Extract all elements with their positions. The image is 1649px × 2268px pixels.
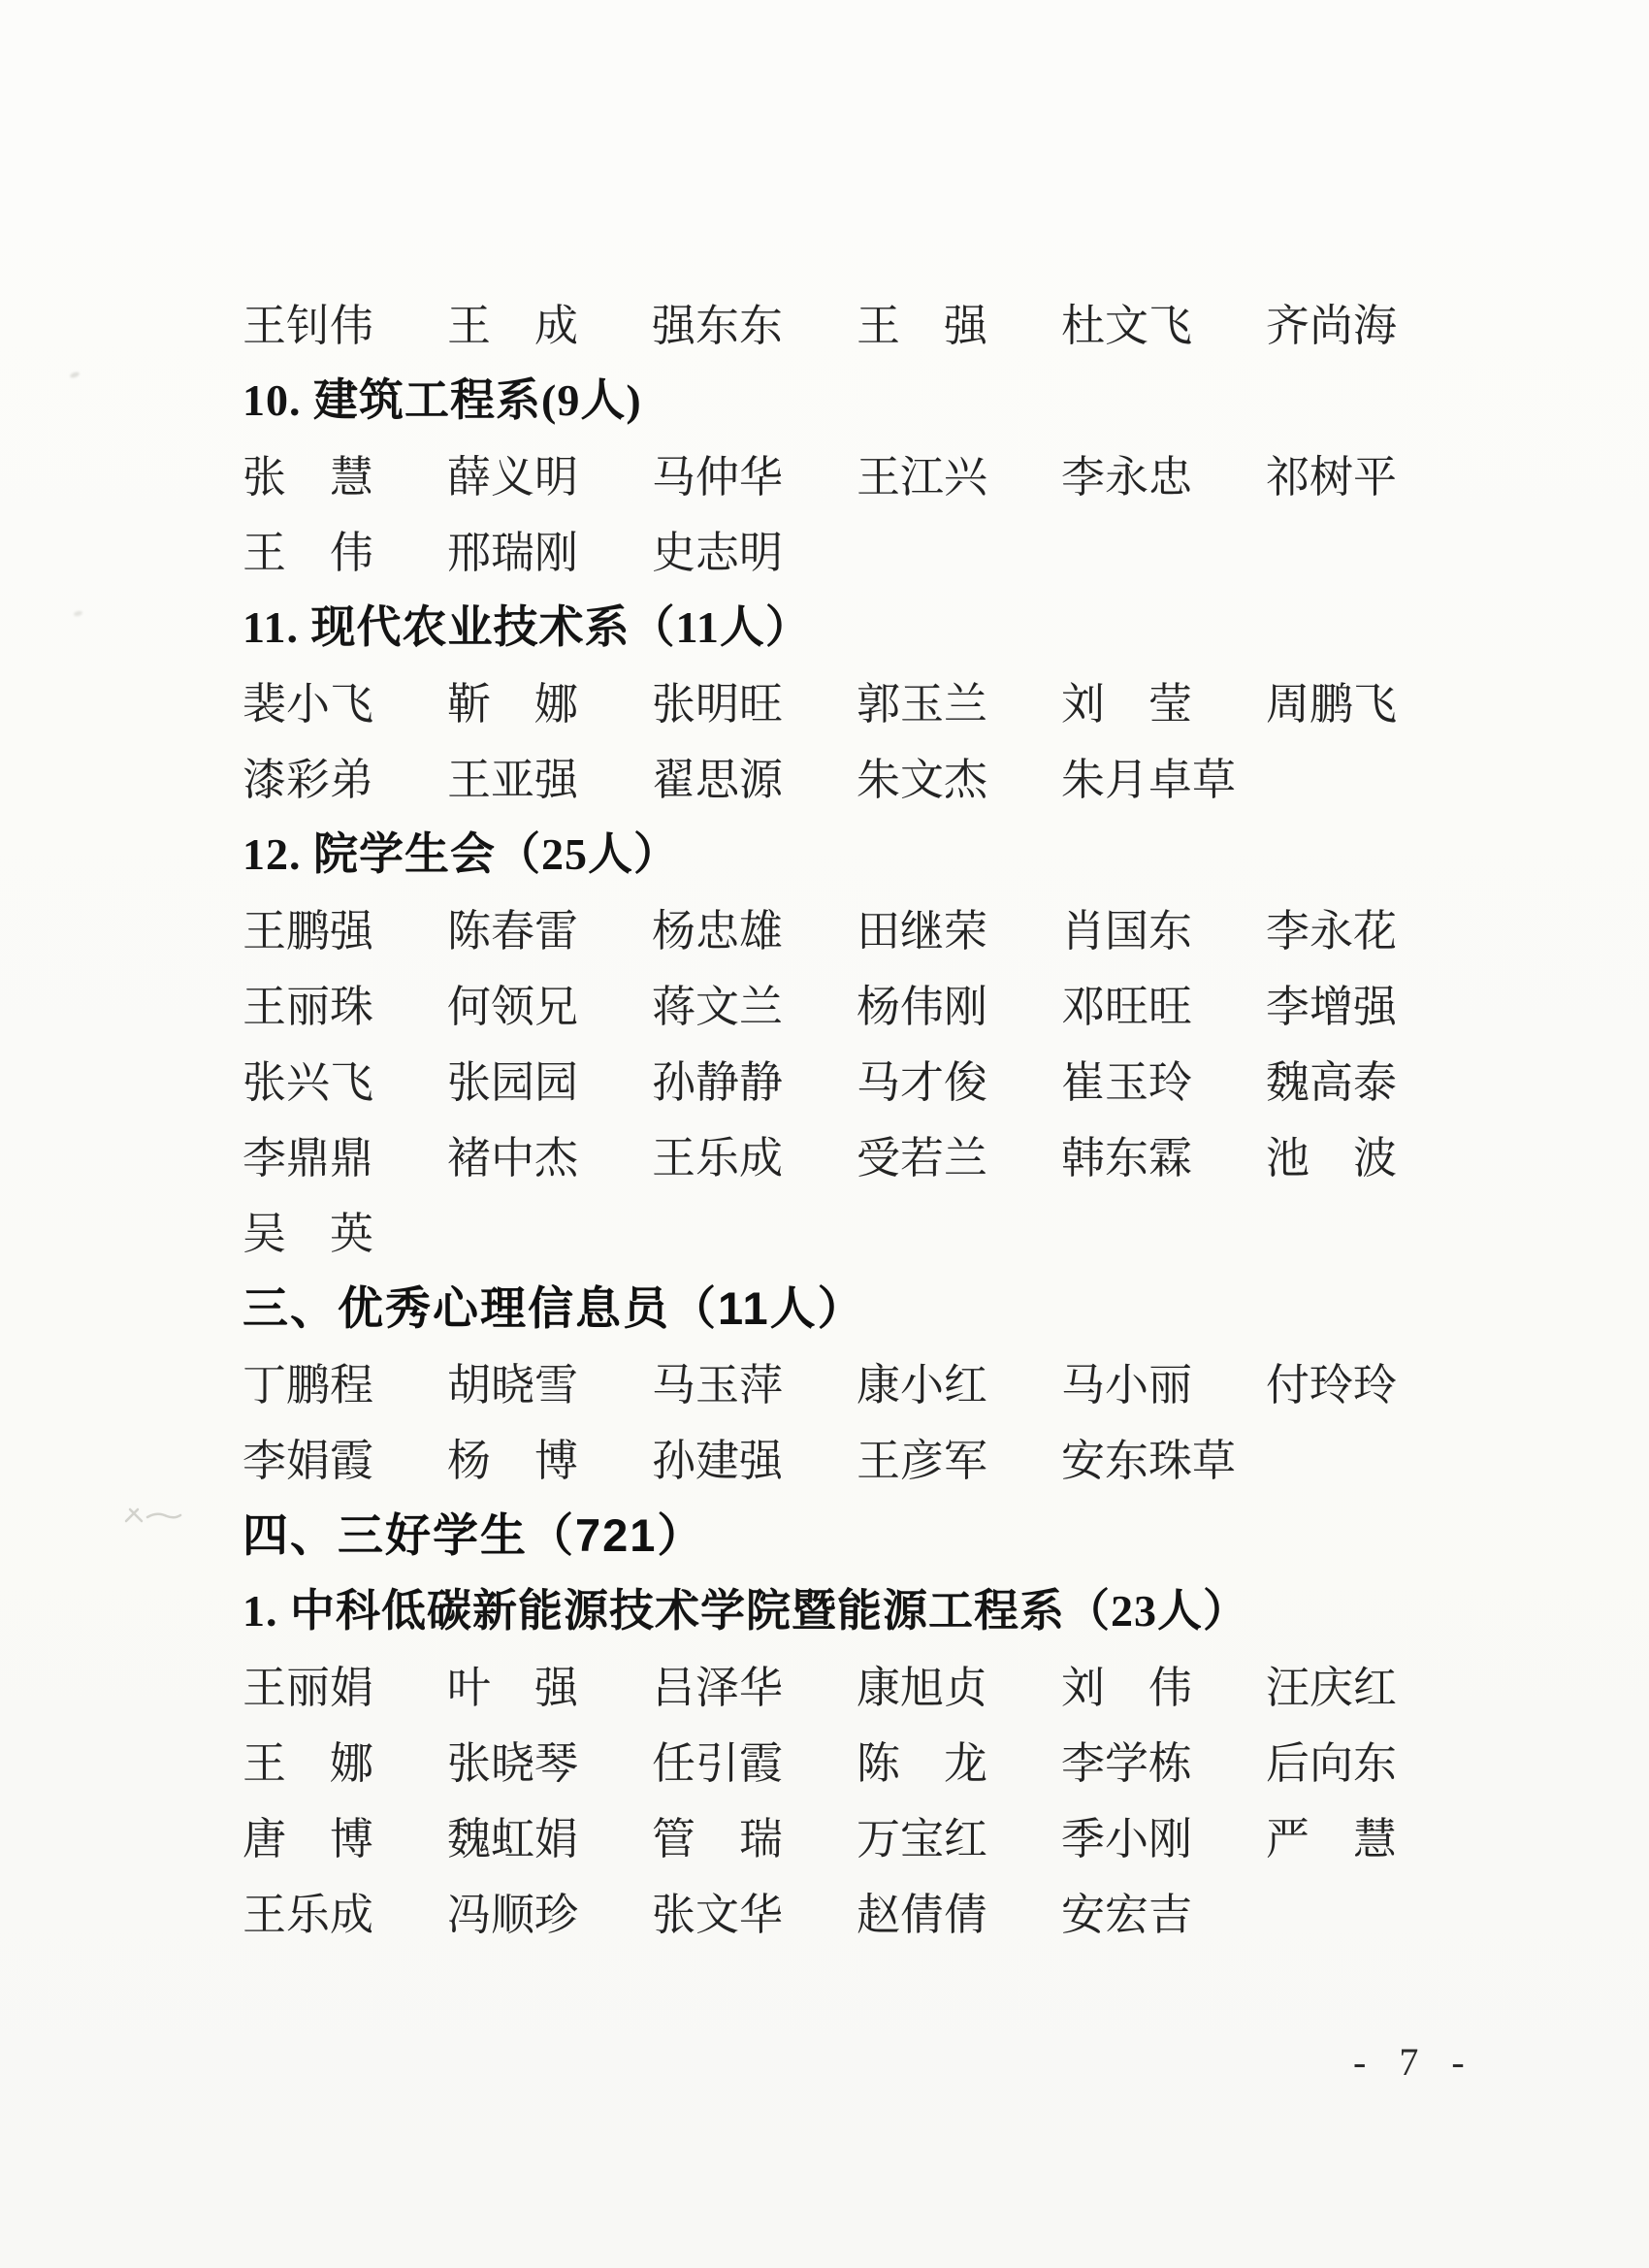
person-name: 汪庆红 — [1266, 1663, 1398, 1712]
person-name: 冯顺珍 — [447, 1890, 579, 1939]
name-row — [242, 889, 1533, 964]
person-name: 李娟霞 — [242, 1436, 374, 1485]
person-name: 靳 娜 — [447, 679, 579, 729]
person-name: 严 慧 — [1266, 1814, 1398, 1863]
subsection-heading: 12. 院学生会（25人） — [242, 829, 679, 879]
person-name: 邢瑞刚 — [447, 528, 579, 577]
person-name: 王江兴 — [857, 452, 988, 502]
name-row — [242, 283, 1533, 359]
person-name: 韩东霖 — [1061, 1133, 1193, 1183]
name-row — [242, 1040, 1533, 1116]
person-name: 胡晓雪 — [447, 1360, 579, 1409]
person-name: 张明旺 — [652, 679, 784, 729]
person-name: 强东东 — [652, 301, 784, 350]
name-row — [242, 1116, 1533, 1191]
person-name: 唐 博 — [242, 1814, 374, 1863]
person-name: 安宏吉 — [1061, 1890, 1193, 1939]
name-row — [242, 662, 1533, 737]
person-name: 史志明 — [652, 528, 784, 577]
person-name: 魏虹娟 — [447, 1814, 579, 1863]
page-number: - 7 - — [1353, 2040, 1476, 2084]
person-name: 吴 英 — [242, 1209, 374, 1258]
name-row — [242, 1797, 1533, 1872]
section-heading: 四、三好学生（721） — [242, 1508, 705, 1561]
person-name: 赵倩倩 — [857, 1890, 988, 1939]
person-name: 郭玉兰 — [857, 679, 988, 729]
person-name: 祁树平 — [1266, 452, 1398, 502]
person-name: 邓旺旺 — [1061, 982, 1193, 1031]
name-row — [242, 1721, 1533, 1797]
name-row — [242, 510, 1533, 586]
person-name: 王 娜 — [242, 1738, 374, 1788]
person-name: 漆彩弟 — [242, 755, 374, 804]
person-name: 张文华 — [652, 1890, 784, 1939]
person-name: 周鹏飞 — [1266, 679, 1398, 729]
person-name: 杨 博 — [447, 1436, 579, 1485]
name-row — [242, 435, 1533, 510]
name-row — [242, 1343, 1533, 1418]
person-name: 朱月卓草 — [1061, 755, 1237, 804]
person-name: 王亚强 — [447, 755, 579, 804]
person-name: 齐尚海 — [1266, 301, 1398, 350]
person-name: 康小红 — [857, 1360, 988, 1409]
person-name: 受若兰 — [857, 1133, 988, 1183]
person-name: 任引霞 — [652, 1738, 784, 1788]
person-name: 蒋文兰 — [652, 982, 784, 1031]
subsection-heading: 1. 中科低碳新能源技术学院暨能源工程系（23人） — [242, 1586, 1248, 1636]
person-name: 管 瑞 — [652, 1814, 784, 1863]
person-name: 陈 龙 — [857, 1738, 988, 1788]
scan-artifact-dot — [74, 610, 83, 617]
person-name: 李鼎鼎 — [242, 1133, 374, 1183]
person-name: 裴小飞 — [242, 679, 374, 729]
person-name: 王丽珠 — [242, 982, 374, 1031]
person-name: 张园园 — [447, 1057, 579, 1107]
person-name: 马仲华 — [652, 452, 784, 502]
person-name: 刘 伟 — [1061, 1663, 1193, 1712]
person-name: 李学栋 — [1061, 1738, 1193, 1788]
person-name: 马玉萍 — [652, 1360, 784, 1409]
person-name: 康旭贞 — [857, 1663, 988, 1712]
person-name: 安东珠草 — [1061, 1436, 1237, 1485]
person-name: 张 慧 — [242, 452, 374, 502]
person-name: 王 伟 — [242, 528, 374, 577]
person-name: 王丽娟 — [242, 1663, 374, 1712]
person-name: 马小丽 — [1061, 1360, 1193, 1409]
person-name: 孙建强 — [652, 1436, 784, 1485]
name-row — [242, 1191, 1533, 1267]
person-name: 马才俊 — [857, 1057, 988, 1107]
person-name: 李增强 — [1266, 982, 1398, 1031]
subsection-heading: 11. 现代农业技术系（11人） — [242, 602, 811, 652]
section-heading: 三、优秀心理信息员（11人） — [242, 1281, 865, 1334]
person-name: 朱文杰 — [857, 755, 988, 804]
person-name: 丁鹏程 — [242, 1360, 374, 1409]
person-name: 陈春雷 — [447, 906, 579, 956]
person-name: 王 强 — [857, 301, 988, 350]
person-name: 王 成 — [447, 301, 579, 350]
subsection-heading: 10. 建筑工程系(9人) — [242, 375, 642, 425]
name-row — [242, 1872, 1533, 1948]
person-name: 王乐成 — [652, 1133, 784, 1183]
person-name: 田继荣 — [857, 906, 988, 956]
person-name: 王彦军 — [857, 1436, 988, 1485]
person-name: 薛义明 — [447, 452, 579, 502]
person-name: 王钊伟 — [242, 301, 374, 350]
name-row — [242, 1645, 1533, 1721]
person-name: 杜文飞 — [1061, 301, 1193, 350]
scan-artifact-dot — [69, 371, 80, 378]
person-name: 李永忠 — [1061, 452, 1193, 502]
document-body — [242, 283, 1533, 1948]
person-name: 崔玉玲 — [1061, 1057, 1193, 1107]
person-name: 付玲玲 — [1266, 1360, 1398, 1409]
person-name: 王乐成 — [242, 1890, 374, 1939]
name-row — [242, 964, 1533, 1040]
person-name: 后向东 — [1266, 1738, 1398, 1788]
person-name: 万宝红 — [857, 1814, 988, 1863]
person-name: 季小刚 — [1061, 1814, 1193, 1863]
person-name: 张兴飞 — [242, 1057, 374, 1107]
name-row — [242, 1418, 1533, 1494]
scan-artifact-squiggle — [122, 1504, 184, 1529]
person-name: 孙静静 — [652, 1057, 784, 1107]
name-row — [242, 737, 1533, 813]
person-name: 李永花 — [1266, 906, 1398, 956]
person-name: 褚中杰 — [447, 1133, 579, 1183]
person-name: 杨忠雄 — [652, 906, 784, 956]
person-name: 王鹏强 — [242, 906, 374, 956]
person-name: 吕泽华 — [652, 1663, 784, 1712]
person-name: 杨伟刚 — [857, 982, 988, 1031]
person-name: 魏高泰 — [1266, 1057, 1398, 1107]
person-name: 池 波 — [1266, 1133, 1398, 1183]
person-name: 刘 莹 — [1061, 679, 1193, 729]
person-name: 张晓琴 — [447, 1738, 579, 1788]
page-footer — [1353, 2039, 1476, 2085]
person-name: 翟思源 — [652, 755, 784, 804]
person-name: 何领兄 — [447, 982, 579, 1031]
person-name: 肖国东 — [1061, 906, 1193, 956]
person-name: 叶 强 — [447, 1663, 579, 1712]
